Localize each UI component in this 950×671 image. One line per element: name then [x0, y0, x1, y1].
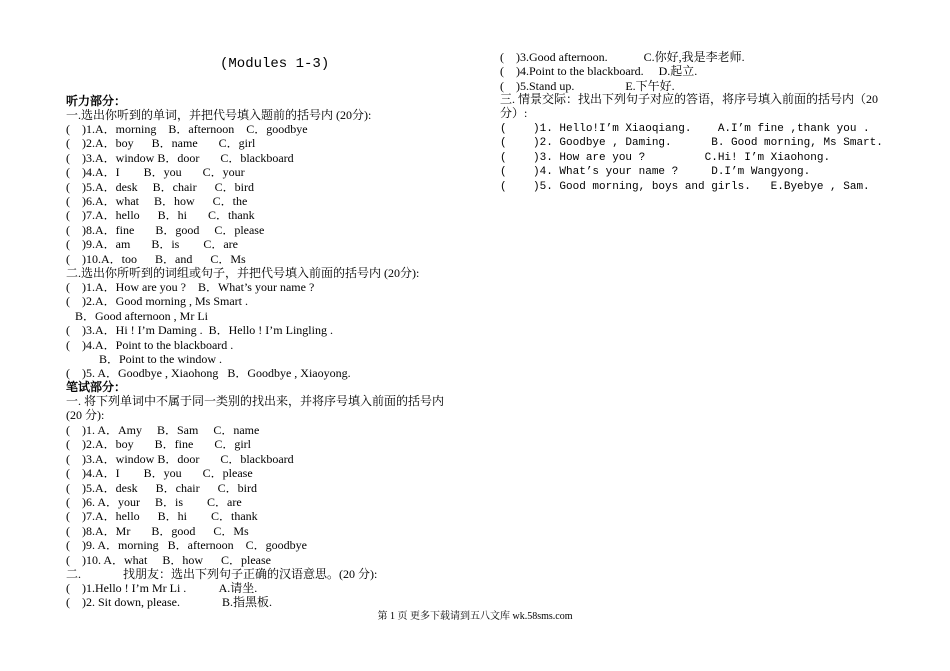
question-item: ( )1. A．Amy B．Sam C．name	[66, 423, 260, 437]
part2-heading: 二.选出你所听到的词组或句子，并把代号填入前面的括号内 (20分):	[66, 266, 420, 280]
question-item: ( )6.A．what B．how C．the	[66, 194, 248, 208]
question-item: ( )3.A．window B．door C．blackboard	[66, 150, 294, 165]
question-item: ( )8.A．fine B．good C．please	[66, 222, 265, 237]
question-item: ( )6. A．your B．is C．are	[66, 495, 242, 509]
listening-heading: 听力部分：	[66, 94, 127, 108]
question-item: ( )5.A．desk B．chair C．bird	[66, 480, 257, 495]
question-item: ( )9. A．morning B．afternoon C．goodbye	[66, 538, 307, 553]
part1-heading: 一.选出你听到的单词，并把代号填入题前的括号内 (20分):	[66, 108, 372, 122]
question-item: ( )5.A．desk B．chair C．bird	[66, 179, 254, 194]
page-footer: 第 1 页 更多下载请到五八文库 wk.58sms.com	[377, 611, 573, 622]
question-item: ( )9.A．am B．is C．are	[66, 237, 238, 252]
question-item: ( )1.A．morning B．afternoon C．goodbye	[66, 122, 308, 136]
question-item: ( )4.A．Point to the blackboard .	[66, 337, 234, 352]
question-item: ( )4. What’s your name ? D.I’m Wangyong.	[500, 166, 811, 179]
question-item: B．Point to the window .	[66, 352, 223, 366]
question-item: ( )10.A．too B．and C．Ms	[66, 251, 246, 266]
question-item: ( )5. Good morning, boys and girls. E.Byebye , Sam.	[500, 180, 870, 193]
question-item: ( )1. Hello!I’m Xiaoqiang. A.I’m fine ,thank you .	[500, 123, 870, 135]
part5-heading-line1: 三. 情景交际：找出下列句子对应的答语，将序号填入前面的括号内（20	[500, 92, 879, 106]
question-item: ( )3.Good afternoon. C.你好,我是李老师.	[500, 50, 745, 64]
question-item: ( )4.A．I B．you C．your	[66, 165, 245, 180]
question-item: ( )2.A．Good morning , Ms Smart .	[66, 294, 248, 309]
question-item: ( )1.A．How are you ? B．What’s your name ?	[66, 280, 315, 294]
question-item: ( )3. How are you ? C.Hi! I’m Xiaohong.	[500, 151, 831, 164]
question-item: ( )3.A．Hi ! I’m Daming . B．Hello ! I’m Lingling .	[66, 323, 333, 338]
question-item: ( )2.A．boy B．name C．girl	[66, 136, 256, 151]
question-item: ( )3.A．window B．door C．blackboard	[66, 451, 294, 466]
question-item: ( )5.Stand up. E.下午好.	[500, 78, 675, 93]
part3-heading-line2: (20 分):	[66, 408, 105, 422]
question-item: ( )1.Hello ! I’m Mr Li . A.请坐.	[66, 581, 258, 595]
question-item: ( )2.A．boy B．fine C．girl	[66, 437, 251, 452]
question-item: ( )7.A．hello B．hi C．thank	[66, 509, 258, 524]
question-item: ( )2. Sit down, please. B.指黑板.	[66, 595, 272, 610]
question-item: ( )10. A．what B．how C．please	[66, 552, 271, 567]
question-item: ( )8.A．Mr B．good C．Ms	[66, 523, 249, 538]
question-item: ( )5. A．Goodbye , Xiaohong B．Goodbye , Xiaoyong.	[66, 366, 351, 381]
question-item: ( )4.A．I B．you C．please	[66, 466, 253, 481]
part5-heading-line2: 分）:	[500, 106, 528, 120]
part4-heading: 二. 找朋友：选出下列句子正确的汉语意思。(20 分):	[66, 567, 378, 581]
page-title: (Modules 1-3)	[220, 56, 330, 72]
question-item: ( )4.Point to the blackboard. D.起立.	[500, 64, 698, 79]
question-item: B．Good afternoon , Mr Li	[66, 308, 208, 323]
question-item: ( )2. Goodbye , Daming. B. Good morning, Ms Smart.	[500, 137, 883, 150]
question-item: ( )7.A．hello B．hi C．thank	[66, 208, 255, 223]
part3-heading-line1: 一. 将下列单词中不属于同一类别的找出来，并将序号填入前面的括号内	[66, 394, 445, 408]
written-heading: 笔试部分：	[66, 380, 127, 394]
